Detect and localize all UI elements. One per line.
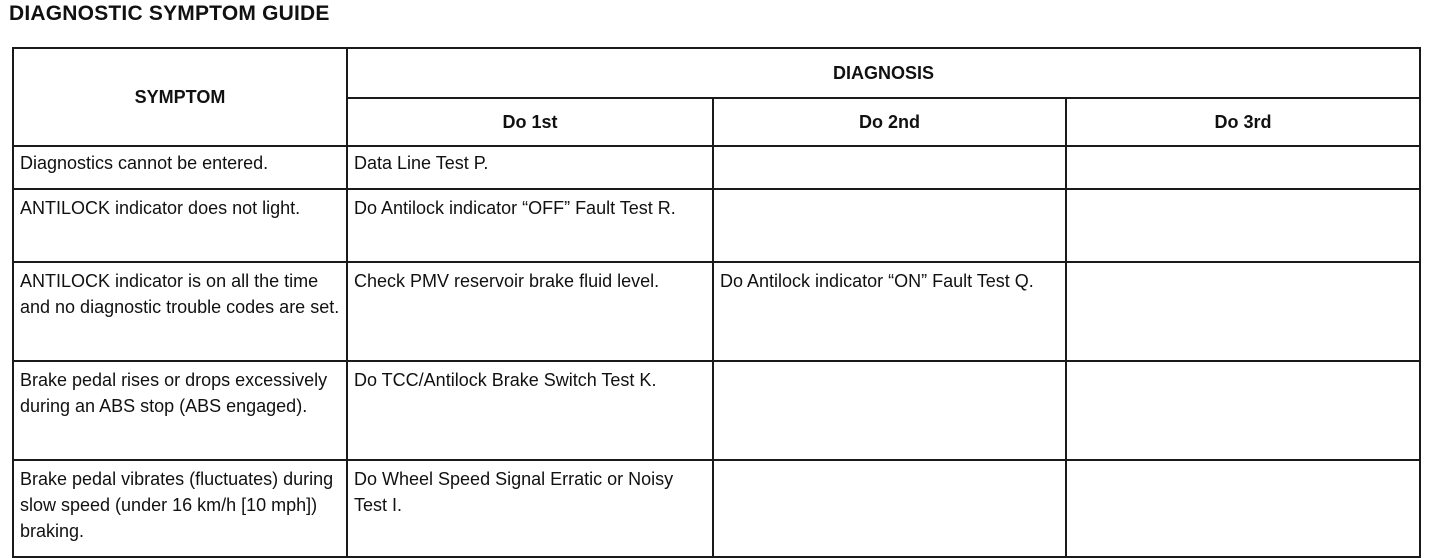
symptom-cell: ANTILOCK indicator does not light.: [13, 189, 347, 262]
table-row: [13, 146, 1420, 189]
do-1st-cell: Do TCC/Antilock Brake Switch Test K.: [347, 361, 713, 460]
do-1st-cell: Check PMV reservoir brake fluid level.: [347, 262, 713, 361]
do-2nd-cell: [713, 146, 1066, 189]
header-diagnosis: DIAGNOSIS: [347, 48, 1420, 98]
symptom-table: [12, 47, 1421, 558]
do-1st-cell: Do Wheel Speed Signal Erratic or Noisy Test I.: [347, 460, 713, 557]
symptom-cell: Brake pedal vibrates (fluctuates) during slow speed (under 16 km/h [10 mph]) braking.: [13, 460, 347, 557]
header-do-1st: Do 1st: [347, 98, 713, 146]
page-title: DIAGNOSTIC SYMPTOM GUIDE: [9, 2, 330, 25]
do-3rd-cell: [1066, 361, 1420, 460]
header-symptom: SYMPTOM: [13, 48, 347, 146]
header-do-3rd: Do 3rd: [1066, 98, 1420, 146]
symptom-cell: Brake pedal rises or drops excessively during an ABS stop (ABS engaged).: [13, 361, 347, 460]
header-do-2nd: Do 2nd: [713, 98, 1066, 146]
do-2nd-cell: [713, 361, 1066, 460]
symptom-cell: ANTILOCK indicator is on all the time and no diagnostic trouble codes are set.: [13, 262, 347, 361]
do-2nd-cell: [713, 460, 1066, 557]
do-3rd-cell: [1066, 262, 1420, 361]
do-3rd-cell: [1066, 460, 1420, 557]
do-1st-cell: Data Line Test P.: [347, 146, 713, 189]
do-1st-cell: Do Antilock indicator “OFF” Fault Test R.: [347, 189, 713, 262]
table-row: [13, 189, 1420, 262]
do-3rd-cell: [1066, 146, 1420, 189]
table-row: [13, 262, 1420, 361]
table-row: [13, 361, 1420, 460]
do-2nd-cell: Do Antilock indicator “ON” Fault Test Q.: [713, 262, 1066, 361]
symptom-cell: Diagnostics cannot be entered.: [13, 146, 347, 189]
do-2nd-cell: [713, 189, 1066, 262]
do-3rd-cell: [1066, 189, 1420, 262]
table-row: [13, 460, 1420, 557]
